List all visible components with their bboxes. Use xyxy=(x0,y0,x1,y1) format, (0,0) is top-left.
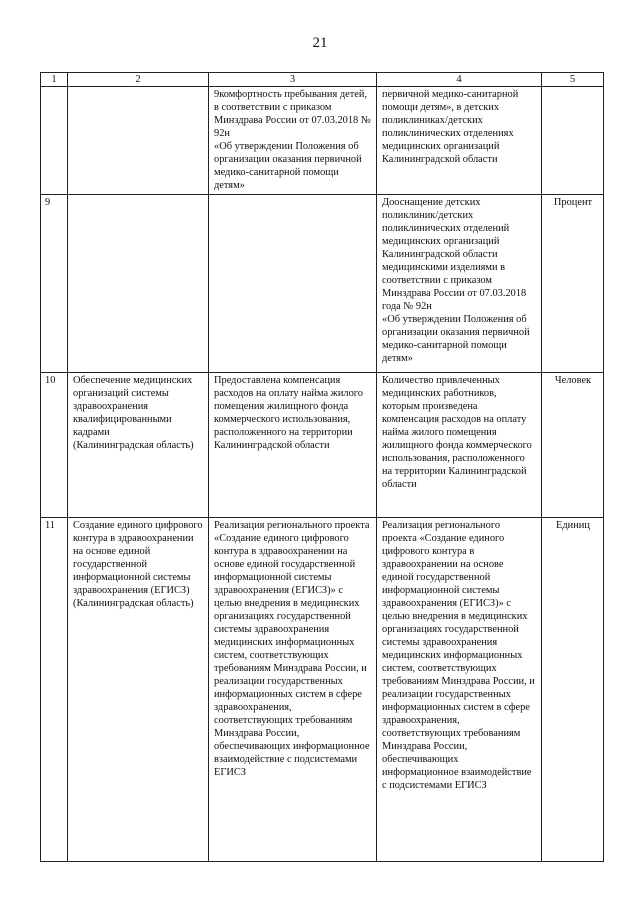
header-cell-1: 1 xyxy=(41,73,68,87)
event-cell xyxy=(209,195,377,373)
table-row xyxy=(41,373,604,518)
project-name-cell: Обеспечение медицинских организаций системы здравоохранения квалифицированными кадрами (Калининградская область) xyxy=(68,373,209,518)
event-cell: Предоставлена компенсация расходов на оплату найма жилого помещения жилищного фонда коммерческого использования, расположенного на территории Калининградской области xyxy=(209,373,377,518)
indicator-cell: первичной медико-санитарной помощи детям», в детских поликлиниках/детских поликлинических отделениях медицинских организаций Калининградской области xyxy=(377,87,542,195)
header-cell-2: 2 xyxy=(68,73,209,87)
event-cell: 9комфортность пребывания детей, в соответствии с приказом Минздрава России от 07.03.2018 № 92н «Об утверждении Положения об организации оказания первичной медико-санитарной помощи детям» xyxy=(209,87,377,195)
row-number: 10 xyxy=(41,373,68,518)
project-name-cell xyxy=(68,195,209,373)
table-row xyxy=(41,518,604,862)
unit-cell: Человек xyxy=(542,373,604,518)
unit-cell xyxy=(542,87,604,195)
row-number: 9 xyxy=(41,195,68,373)
table-header-row xyxy=(41,73,604,87)
header-cell-3: 3 xyxy=(209,73,377,87)
row-number: 11 xyxy=(41,518,68,862)
project-name-cell xyxy=(68,87,209,195)
header-cell-5: 5 xyxy=(542,73,604,87)
header-cell-4: 4 xyxy=(377,73,542,87)
event-cell: Реализация регионального проекта «Создание единого цифрового контура в здравоохранении на основе единой государственной информационной системы здравоохранения (ЕГИСЗ)» с целью внедрения в медицинских организациях государственной системы здравоохранения медицинских информационных систем, соответствующих требованиям Минздрава России, и реализации государственных информационных систем в сфере здравоохранения, соответствующих требованиям Минздрава России, обеспечивающих информационное взаимодействие с подсистемами ЕГИСЗ xyxy=(209,518,377,862)
table-row xyxy=(41,87,604,195)
indicator-cell: Дооснащение детских поликлиник/детских поликлинических отделений медицинских организаций Калининградской области медицинскими изделиями в соответствии с приказом Минздрава России от 07.03.2018 года № 92н «Об утверждении Положения об организации оказания первичной медико-санитарной помощи детям» xyxy=(377,195,542,373)
indicator-cell: Количество привлеченных медицинских работников, которым произведена компенсация расходов на оплату найма жилого помещения жилищного фонда коммерческого использования, расположенного на территории Калининградской области xyxy=(377,373,542,518)
table-row xyxy=(41,195,604,373)
indicator-cell: Реализация регионального проекта «Создание единого цифрового контура в здравоохранении на основе единой государственной информационной системы здравоохранения (ЕГИСЗ)» с целью внедрения в медицинских организациях государственной системы здравоохранения медицинских информационных систем, соответствующих требованиям Минздрава России, и реализации государственных информационных систем в сфере здравоохранения, соответствующих требованиям Минздрава России, обеспечивающих информационное взаимодействие с подсистемами ЕГИСЗ xyxy=(377,518,542,862)
row-number xyxy=(41,87,68,195)
page-number: 21 xyxy=(312,35,328,51)
project-name-cell: Создание единого цифрового контура в здравоохранении на основе единой государственной информационной системы здравоохранения (ЕГИСЗ) (Калининградская область) xyxy=(68,518,209,862)
data-table xyxy=(40,72,604,862)
unit-cell: Процент xyxy=(542,195,604,373)
unit-cell: Единиц xyxy=(542,518,604,862)
